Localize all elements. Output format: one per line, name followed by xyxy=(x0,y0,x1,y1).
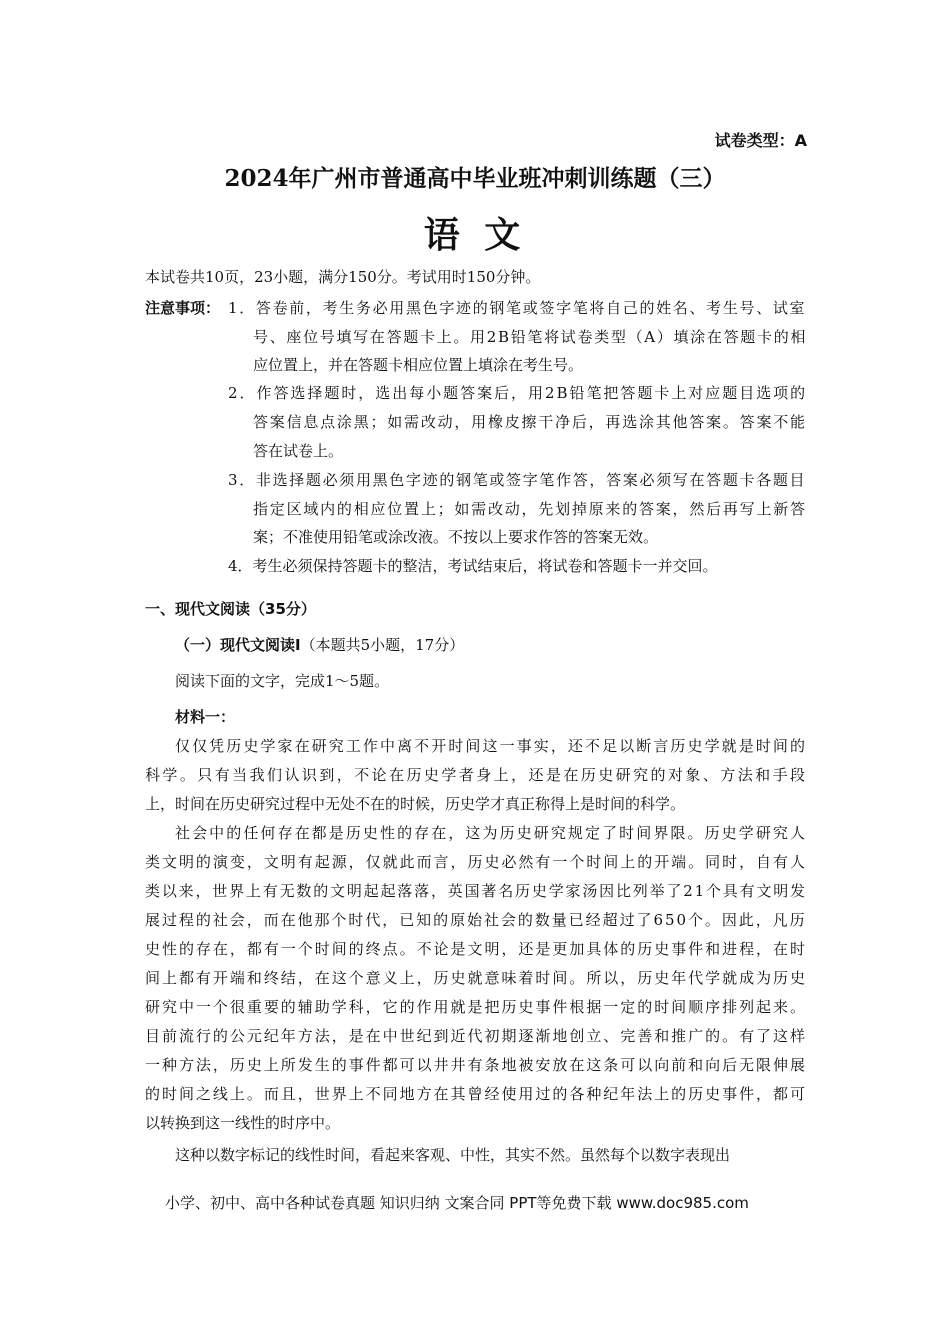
subject-title: 语 文 xyxy=(423,215,527,256)
notice-line: 4．考生必须保持答题卡的整洁，考试结束后，将试卷和答题卡一并交回。 xyxy=(228,557,718,575)
notice-line: 1．答卷前，考生务必用黑色字迹的钢笔或签字笔将自己的姓名、考生号、试室 xyxy=(228,299,807,317)
sub-heading-title: （一）现代文阅读Ⅰ xyxy=(175,636,301,654)
paper-type-label: 试卷类型：A xyxy=(714,131,807,150)
notice-line: 案；不准使用铅笔或涂改液。不按以上要求作答的答案无效。 xyxy=(253,528,659,546)
passage-line: 研究中一个很重要的辅助学科，它的作用就是把历史事件根据一定的时间顺序排列起来。 xyxy=(145,998,807,1016)
notice-line: 2．作答选择题时，选出每小题答案后，用2B铅笔把答题卡上对应题目选项的 xyxy=(228,384,808,402)
notice-line: 指定区域内的相应位置上；如需改动，先划掉原来的答案，然后再写上新答 xyxy=(253,500,807,518)
passage-line: 类文明的演变，文明有起源，仅就此而言，历史必然有一个时间上的开端。同时，自有人 xyxy=(145,853,807,871)
passage-line: 的时间之线上。而且，世界上不同地方在其曾经使用过的各种纪年法上的历史事件，都可 xyxy=(145,1085,807,1103)
exam-title: 2024年广州市普通高中毕业班冲刺训练题（三） xyxy=(224,165,726,192)
notice-line: 答案信息点涂黑；如需改动，用橡皮擦干净后，再选涂其他答案。答案不能 xyxy=(253,413,807,431)
passage-line: 史性的存在，都有一个时间的终点。不论是文明，还是更加具体的历史事件和进程，在时 xyxy=(145,940,807,958)
exam-intro: 本试卷共10页，23小题，满分150分。考试用时150分钟。 xyxy=(145,268,541,286)
passage-line: 这种以数字标记的线性时间，看起来客观、中性，其实不然。虽然每个以数字表现出 xyxy=(175,1146,731,1164)
notice-line: 应位置上，并在答题卡相应位置上填涂在考生号。 xyxy=(253,356,584,374)
notice-line: 答在试卷上。 xyxy=(253,442,344,460)
notice-line: 3．非选择题必须用黑色字迹的钢笔或签字笔作答，答案必须写在答题卡各题目 xyxy=(228,471,807,489)
sub-section-heading xyxy=(175,634,464,655)
material-label: 材料一： xyxy=(175,708,236,726)
section-heading: 一、现代文阅读（35分） xyxy=(145,600,316,618)
passage-line: 间上都有开端和终结，在这个意义上，历史就意味着时间。所以，历史年代学就成为历史 xyxy=(145,969,807,987)
passage-line: 类以来，世界上有无数的文明起起落落，英国著名历史学家汤因比列举了21个具有文明发 xyxy=(145,882,807,900)
passage-line: 仅仅凭历史学家在研究工作中离不开时间这一事实，还不足以断言历史学就是时间的 xyxy=(175,737,808,755)
passage-line: 目前流行的公元纪年方法，是在中世纪到近代初期逐渐地创立、完善和推广的。有了这样 xyxy=(145,1027,807,1045)
passage-line: 社会中的任何存在都是历史性的存在，这为历史研究规定了时间界限。历史学研究人 xyxy=(175,824,808,842)
passage-line: 上，时间在历史研究过程中无处不在的时候，历史学才真正称得上是时间的科学。 xyxy=(145,795,686,813)
reading-instruction: 阅读下面的文字，完成1～5题。 xyxy=(175,672,390,690)
sub-heading-detail: （本题共5小题，17分） xyxy=(300,636,465,654)
passage-line: 展过程的社会，而在他那个时代，已知的原始社会的数量已经超过了650个。因此，凡历 xyxy=(145,911,807,929)
notice-label: 注意事项： xyxy=(145,299,221,317)
page-footer: 小学、初中、高中各种试卷真题 知识归纳 文案合同 PPT等免费下载 www.doc985.com xyxy=(165,1194,749,1212)
passage-line: 以转换到这一线性的时序中。 xyxy=(145,1114,341,1132)
passage-line: 一种方法，历史上所发生的事件都可以井井有条地被安放在这条可以向前和向后无限伸展 xyxy=(145,1056,807,1074)
passage-line: 科学。只有当我们认识到，不论在历史学者身上，还是在历史研究的对象、方法和手段 xyxy=(145,766,808,784)
notice-line: 号、座位号填写在答题卡上。用2B铅笔将试卷类型（A）填涂在答题卡的相 xyxy=(253,328,808,346)
